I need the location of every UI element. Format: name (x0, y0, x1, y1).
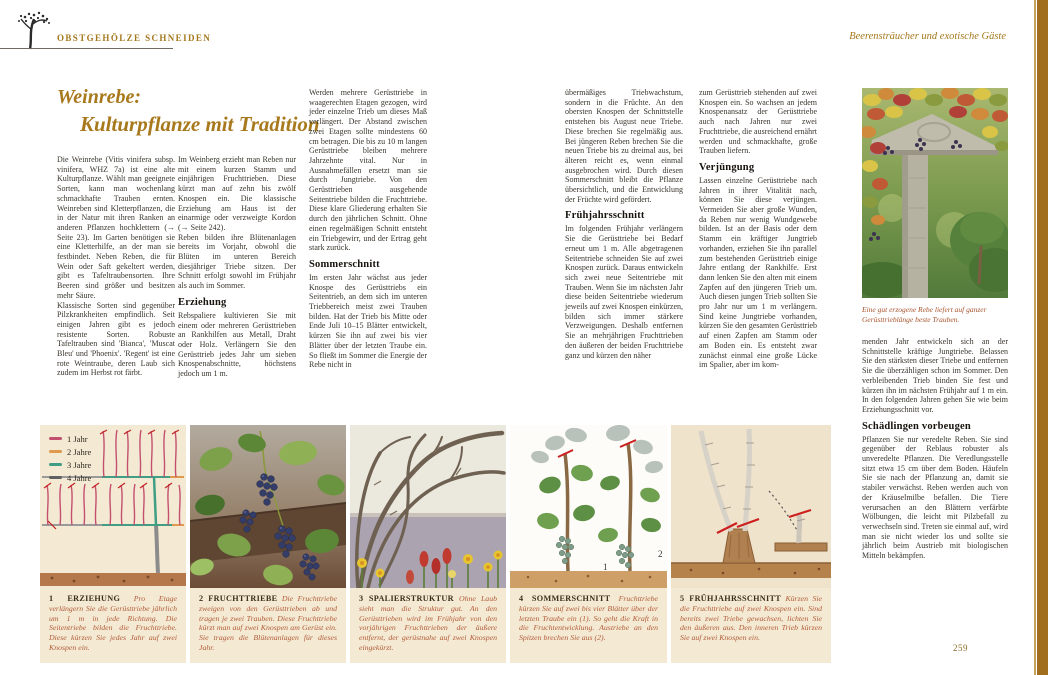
paragraph: Werden mehrere Gerüsttriebe in waagerechten Etagen gezogen, wird jeder einzelne Trieb um dieses Maß verlängert. Der Abstand zwischen zwei Etagen sollte mindestens 60 cm betragen. Die bis zu 10 m langen Gerüsttriebe bleiben mehrere Jahrzehnte vital. Nur in Ausnahmefällen ersetzt man sie durch Jungtriebe. Von den Gerüsttrieben ausgehende Seitentriebe bilden die Fruchttriebe. Diese klare Gliederung erhalten Sie durch den jährlichen Schnitt. Ohne einen regelmäßigen Schnitt entsteht ein Triebgewirr, und der Ertrag geht stark zurück. (309, 88, 427, 253)
panel-caption-text: Pro Etage verlängern Sie die Gerüsttriebe jährlich um 1 m in jede Richtung. Die Seitentriebe bilden die Fruchttriebe. Diese kürzen Sie jedes Jahr auf zwei Knospen ein. (49, 594, 177, 652)
legend-label: 1 Jahr (67, 433, 88, 444)
panel-caption-label: 5 FRÜHJAHRSSCHNITT (680, 594, 781, 603)
spring-pruning-drawing (671, 425, 831, 588)
bare-espalier-photo (350, 425, 506, 588)
article-title (57, 86, 320, 136)
section-heading: Verjüngung (699, 161, 755, 173)
legend-item (49, 432, 91, 445)
panel-caption (49, 594, 177, 653)
age-legend (49, 432, 91, 484)
vine-archway-photo-image (862, 88, 1008, 298)
legend-label: 4 Jahre (67, 472, 92, 483)
section-heading: Erziehung (178, 296, 227, 308)
paragraph: übermäßiges Triebwachstum, sondern in die Früchte. An den obersten Knospen der Schnittstelle entstehen bis August neue Triebe. Diese brechen Sie regelmäßig aus. Bei jüngeren Reben brechen Sie die neuen Triebe bis zu dreimal aus, bei älteren reicht es, wenn einmal ausgebrochen wird. Durch diesen Sommerschnitt bleibt die Pflanze übersichtlich, und die Entwicklung der Früchte wird gefördert. (565, 88, 683, 204)
paragraph: menden Jahr entwickeln sich an der Schnittstelle kräftige Jungtriebe. Belassen Sie den stärksten dieser Triebe und entfernen Sie die überzähligen schon im Sommer. Den verbleibenden Trieb binden Sie fest und kürzen ihn im nächsten Frühjahr auf 1 m ein. In den folgenden Jahren gehen Sie wie beim Erziehungsschnitt vor. (862, 337, 1008, 414)
photo-caption: Eine gut erzogene Rebe liefert auf ganzer Gerüsttrieblänge beste Trauben. (862, 305, 987, 324)
panel-caption-label: 2 FRUCHTTRIEBE (199, 594, 278, 603)
panel-caption-label: 1 ERZIEHUNG (49, 594, 121, 603)
panel-caption (519, 594, 658, 643)
text-column-6 (862, 337, 1008, 561)
panel-sommerschnitt (510, 425, 667, 663)
paragraph: Im ersten Jahr wächst aus jeder Knospe des Gerüsttriebs ein Seitentrieb, an dem sich im unteren Triebbereich meist zwei Trauben bilden. Hat der Trieb bis Mitte oder Ende Juli 10–15 Blätter entwickelt, kürzen Sie ihn auf zwei bis vier Blätter über der letzten Traube ein. So fließt im Sommer die Energie der Rebe nicht in (309, 272, 427, 370)
legend-swatch-1jahr (49, 437, 62, 440)
legend-label: 3 Jahre (67, 459, 92, 470)
legend-swatch-4jahre (49, 476, 62, 479)
legend-swatch-3jahre (49, 463, 62, 466)
legend-label: 2 Jahre (67, 446, 92, 457)
paragraph: Im Weinberg erzieht man Reben nur mit einem kurzen Stamm und einjährigen Fruchttrieben. Diese kürzt man auf zehn bis zwölf Knospen ein. Die klassische Erziehung am Haus ist der einarmige oder verzweigte Kordon (→ Seite 242). (178, 155, 296, 232)
text-column-3 (309, 88, 427, 370)
text-column-4 (565, 88, 683, 360)
text-column-2 (178, 155, 296, 379)
summer-pruning-drawing (510, 425, 667, 588)
panel-caption-text: Ohne Laub sieht man die Struktur gut. An den Gerüsttrieben wird im Frühjahr von den vorjährigen Fruchttrieben der äußere entfernt, der gerüstnahe auf zwei Knospen eingekürzt. (359, 594, 498, 652)
panel-caption-label: 4 SOMMERSCHNITT (519, 594, 611, 603)
text-column-1 (57, 155, 175, 378)
article-title-line1: Weinrebe: (57, 86, 142, 108)
grape-shoots-photo (190, 425, 346, 588)
page-edge-thin-line (1034, 0, 1036, 675)
legend-item (49, 458, 91, 471)
panel-caption-text: Fruchttriebe kürzen Sie auf zwei bis vier Blätter über der letzten Traube ein (1). So geht die Kraft in die Fruchtentwicklung. Austriebe an den Spitzen brechen Sie aus (2). (519, 594, 658, 643)
legend-item (49, 471, 91, 484)
paragraph: Rebspaliere kultivieren Sie mit einem oder mehreren Gerüsttrieben an Rankhilfen aus Metall, Draht oder Holz. Verlängern Sie den Gerüsttrieb jedes Jahr um sieben Knospenabschnitte, höchstens jedoch um 1 m. (178, 310, 296, 379)
paragraph: Klassische Sorten sind gegenüber Pilzkrankheiten empfindlich. Seit einigen Jahren gibt es jedoch resistente Sorten. Robuste Tafeltrauben sind 'Bianca', 'Muscat Bleu' und 'Phoenix'. 'Regent' ist eine rote Weintraube, deren Laub sich zudem im Herbst rot färbt. (57, 300, 175, 378)
page-edge-bar (1037, 0, 1048, 675)
panel-spalierstruktur (350, 425, 506, 663)
section-heading: Frühjahrsschnitt (565, 210, 645, 222)
panel-caption-text: Die Fruchttriebe zweigen von den Gerüsttrieben ab und tragen je zwei Trauben. Diese Fruchttriebe kürzt man auf zwei Knospen am Gerüst ein. Sie tragen die Blütenanlagen für dieses Jahr. (199, 594, 337, 652)
header-rule (0, 48, 173, 49)
paragraph: Die Weinrebe (Vitis vinifera subsp. vinifera, WHZ 7a) ist eine alte Kulturpflanze. Wählt man geeignete Sorten, kann man wochenlang schmackhafte Trauben ernten. Weinreben sind Kletterpflanzen, die in der Natur mit ihren Ranken an anderen Pflanzen hochklettern (→ Seite 23). Im Garten benötigen sie eine Kletterhilfe, an der man sie festbindet. Neben Reben, die für Wein oder Saft gekeltert werden, gibt es Tafeltraubensorten. Ihre Beeren sind größer und besitzen mehr Säure. (57, 155, 175, 300)
legend-item (49, 445, 91, 458)
figure-number-1: 1 (603, 562, 608, 572)
panel-caption-label: 3 SPALIERSTRUKTUR (359, 594, 454, 603)
panel-fruehjahrsschnitt (671, 425, 831, 663)
panel-caption (680, 594, 822, 643)
panel-caption (359, 594, 497, 653)
paragraph: Lassen einzelne Gerüsttriebe nach Jahren in ihrer Vitalität nach, können Sie diese verjüngen. Vermeiden Sie aber große Wunden, da Reben nur wenig Wundgewebe bilden. Ist an der Basis oder dem Stamm ein kräftiger Jungtrieb vorhanden, erziehen Sie ihn parallel zum bestehenden Gerüsttrieb einige Jahre entlang der Rankhilfe. Erst dann lenken Sie den alten mit einem Zapfen auf den jüngeren Trieb um. Auch diesen jungen Trieb sollten Sie pro Jahr nur um 1 m verlängern. Sind keine Jungtriebe vorhanden, kürzen Sie den gesamten Gerüsttrieb auf einen Zapfen am Stamm oder am Boden ein. Es entsteht zwar zunächst einmal eine große Lücke im Spalier, aber im kom- (699, 175, 817, 370)
text-column-5 (699, 88, 817, 370)
section-heading: Schädlingen vorbeugen (862, 420, 971, 432)
tree-logo-icon (14, 9, 52, 50)
vine-archway-photo (862, 88, 1008, 324)
section-heading: Sommerschnitt (309, 258, 380, 270)
section-running-head: Beerensträucher und exotische Gäste (849, 31, 1006, 42)
page-number: 259 (953, 643, 968, 653)
panel-fruchttriebe (190, 425, 346, 663)
panel-caption (199, 594, 337, 653)
chapter-title: OBSTGEHÖLZE SCHNEIDEN (57, 33, 212, 43)
paragraph: Reben bilden ihre Blütenanlagen bereits im Vorjahr, obwohl die Blüten im unteren Bereich diesjähriger Triebe sitzen. Der Schnitt erfolgt sowohl im Frühjahr als auch im Sommer. (178, 232, 296, 291)
figure-number-2: 2 (658, 549, 663, 559)
legend-swatch-2jahre (49, 450, 62, 453)
panel-caption-text: Kürzen Sie die Fruchttriebe auf zwei Knospen ein. Sind bereits zwei Triebe gewachsen, lichten Sie den äußeren aus. Den inneren Trieb kürzen Sie auf zwei Knospen ein. (680, 594, 822, 643)
paragraph: zum Gerüsttrieb stehenden auf zwei Knospen ein. So wachsen an jedem Knospenansatz der Gerüsttriebe auch nach Jahren nur zwei Fruchttriebe, die ausreichend ernährt werden und schmackhafte, große Trauben liefern. (699, 88, 817, 156)
panel-erziehung (40, 425, 186, 663)
article-title-line2: Kulturpflanze mit Tradition (80, 112, 320, 136)
paragraph: Im folgenden Frühjahr verlängern Sie die Gerüsttriebe bei Bedarf erneut um 1 m. Alle abgetragenen Seitentriebe schneiden Sie auf zwei Knospen zurück. Daraus entwickeln sich zwei neue Seitentriebe mit Trauben. Wenn Sie im nächsten Jahr diese beiden Seitentriebe wiederum jeweils auf zwei Knospen einkürzen, bilden sich immer stärkere Verzweigungen. Deshalb entfernen Sie an mehrjährigen Fruchttrieben den äußeren der beiden Fruchttriebe ganz und kürzen den näher (565, 224, 683, 360)
paragraph: Pflanzen Sie nur veredelte Reben. Sie sind gegenüber der Reblaus robuster als unveredelte Pflanzen. Die Veredlungsstelle sitzt etwa 15 cm über dem Boden. Häufeln Sie sie nach der Pflanzung an, damit sie stabiler verwächst. Reben werden auch von der Kräuselmilbe befallen. Die Tiere verursachen an den Blättern verfärbte Wölbungen, die leicht mit Pilzbefall zu verwechseln sind. Treten sie einmal auf, wird man sie nicht wieder los und sollte sie jährlich beim Austrieb mit biologischen Mitteln bekämpfen. (862, 434, 1008, 561)
